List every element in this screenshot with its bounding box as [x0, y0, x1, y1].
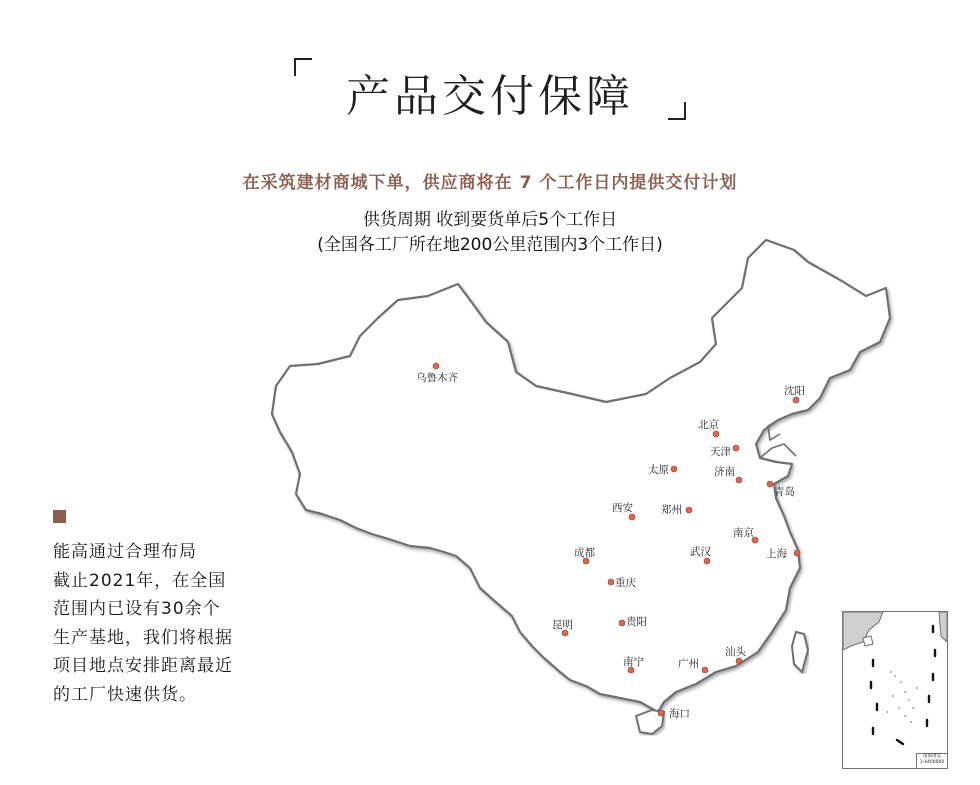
city-dot-urumqi: [433, 363, 439, 369]
city-label-guangzhou: 广州: [678, 658, 699, 670]
city-dot-chongqing: [608, 579, 614, 585]
city-dot-taiyuan: [671, 466, 677, 472]
city-dot-qingdao: [767, 481, 773, 487]
city-label-kunming: 昆明: [552, 619, 573, 631]
city-label-beijing: 北京: [698, 419, 719, 431]
city-dot-zhengzhou: [686, 507, 692, 513]
city-label-nanning: 南宁: [623, 656, 644, 668]
city-dot-tianjin: [733, 445, 739, 451]
city-label-shantou: 汕头: [725, 646, 746, 658]
city-dot-beijing: [713, 431, 719, 437]
city-label-urumqi: 乌鲁木齐: [416, 372, 458, 384]
supply-cycle-line2: (全国各工厂所在地200公里范围内3个工作日): [317, 235, 663, 255]
city-dot-jinan: [736, 477, 742, 483]
city-label-guiyang: 贵阳: [626, 616, 647, 628]
city-dot-guiyang: [619, 620, 625, 626]
city-label-xian: 西安: [612, 502, 633, 514]
side-line: 截止2021年，在全国: [53, 570, 227, 591]
city-label-chongqing: 重庆: [615, 577, 636, 589]
side-line: 的工厂快速供货。: [53, 684, 197, 705]
city-label-shanghai: 上海: [766, 548, 787, 560]
city-dot-shantou: [736, 658, 742, 664]
taiwan-island: [792, 632, 808, 672]
city-label-jinan: 济南: [714, 466, 735, 478]
city-dot-shenyang: [793, 397, 799, 403]
city-label-taiyuan: 太原: [648, 464, 669, 476]
inset-map: [843, 612, 947, 768]
city-label-zhengzhou: 郑州: [661, 504, 682, 516]
city-label-chengdu: 成都: [574, 547, 595, 559]
side-description: [53, 538, 268, 709]
side-accent-square: [53, 510, 66, 523]
delivery-subtitle: 在采筑建材商城下单，供应商将在 7 个工作日内提供交付计划: [242, 173, 738, 193]
south-china-sea-inset: [842, 611, 948, 769]
side-line: 生产基地，我们将根据: [53, 627, 233, 648]
city-dot-guangzhou: [702, 667, 708, 673]
supply-cycle-line1: 供货周期 收到要货单后5个工作日: [362, 210, 618, 230]
city-label-tianjin: 天津: [710, 446, 731, 458]
city-label-haikou: 海口: [669, 708, 690, 720]
city-label-wuhan: 武汉: [690, 546, 711, 558]
side-line: 项目地点安排距离最近: [53, 656, 233, 676]
city-label-shenyang: 沈阳: [784, 385, 805, 397]
shandong-coast: [760, 444, 796, 458]
page-title: 产品交付保障: [346, 71, 634, 122]
city-dot-xian: [629, 514, 635, 520]
city-dot-wuhan: [704, 558, 710, 564]
side-line: 能高通过合理布局: [53, 542, 197, 562]
city-dot-haikou: [658, 710, 664, 716]
city-label-qingdao: 青岛: [774, 486, 795, 498]
inset-caption: 南海诸岛 1:4400000: [916, 753, 947, 768]
side-line: 范围内已设有30余个: [53, 599, 221, 619]
city-label-nanjing: 南京: [733, 527, 754, 539]
city-dot-shanghai: [794, 550, 800, 556]
